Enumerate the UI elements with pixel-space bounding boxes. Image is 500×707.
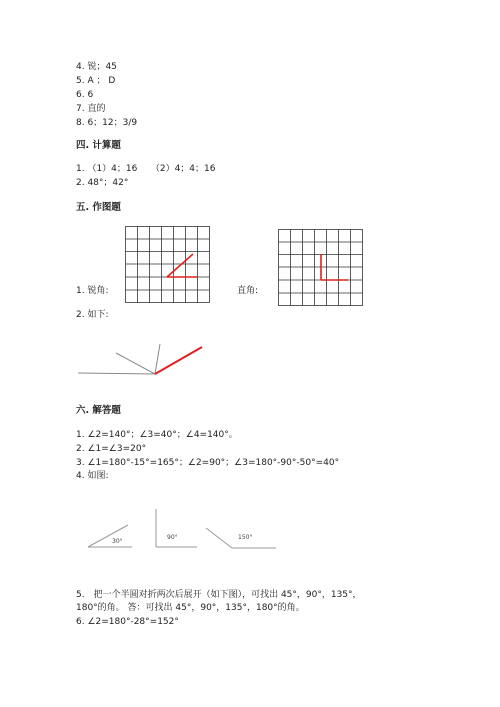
answer-line: 5. 把一个半圆对折两次后展开（如下图），可找出 45°，90°，135°， bbox=[76, 590, 362, 600]
angle-150-figure bbox=[204, 525, 278, 551]
answer-line: 7. 直的 bbox=[76, 104, 106, 114]
acute-angle-drawing bbox=[167, 254, 197, 277]
answer-line: 6. ∠2=180°-28°=152° bbox=[76, 617, 179, 627]
angle-label-150: 150° bbox=[238, 534, 253, 541]
acute-angle-grid bbox=[125, 226, 211, 304]
angle-label-90: 90° bbox=[167, 534, 178, 541]
angle-30-figure bbox=[86, 523, 134, 549]
answer-line: 6. 6 bbox=[76, 90, 94, 100]
section-heading-calculation: 四. 计算题 bbox=[76, 140, 121, 151]
angle-drawing-figure bbox=[76, 338, 206, 380]
answer-line: 180°的角。 答：可找出 45°，90°，135°，180°的角。 bbox=[76, 603, 305, 613]
label-acute-angle: 1. 锐角: bbox=[76, 286, 109, 296]
answer-line: 1. （1）4；16 （2）4；4；16 bbox=[76, 164, 216, 174]
section-heading-solutions: 六. 解答题 bbox=[76, 405, 121, 416]
answer-line: 2. 48°；42° bbox=[76, 178, 129, 188]
answer-line: 2. 如下: bbox=[76, 310, 109, 320]
right-angle-grid bbox=[278, 229, 364, 307]
section-heading-drawing: 五. 作图题 bbox=[76, 202, 121, 213]
answer-line: 2. ∠1=∠3=20° bbox=[76, 444, 147, 454]
answer-line: 1. ∠2=140°；∠3=40°；∠4=140°。 bbox=[76, 430, 238, 440]
answer-line: 3. ∠1=180°-15°=165°；∠2=90°；∠3=180°-90°-50°=40° bbox=[76, 458, 340, 468]
answer-line: 4. 如图: bbox=[76, 471, 109, 481]
angle-90-figure bbox=[153, 507, 199, 549]
answer-line: 8. 6；12；3/9 bbox=[76, 118, 138, 128]
answer-line: 4. 锐；45 bbox=[76, 62, 117, 72]
angle-label-30: 30° bbox=[112, 538, 123, 545]
answer-line: 5. A ； D bbox=[76, 76, 116, 86]
label-right-angle: 直角: bbox=[237, 286, 259, 296]
